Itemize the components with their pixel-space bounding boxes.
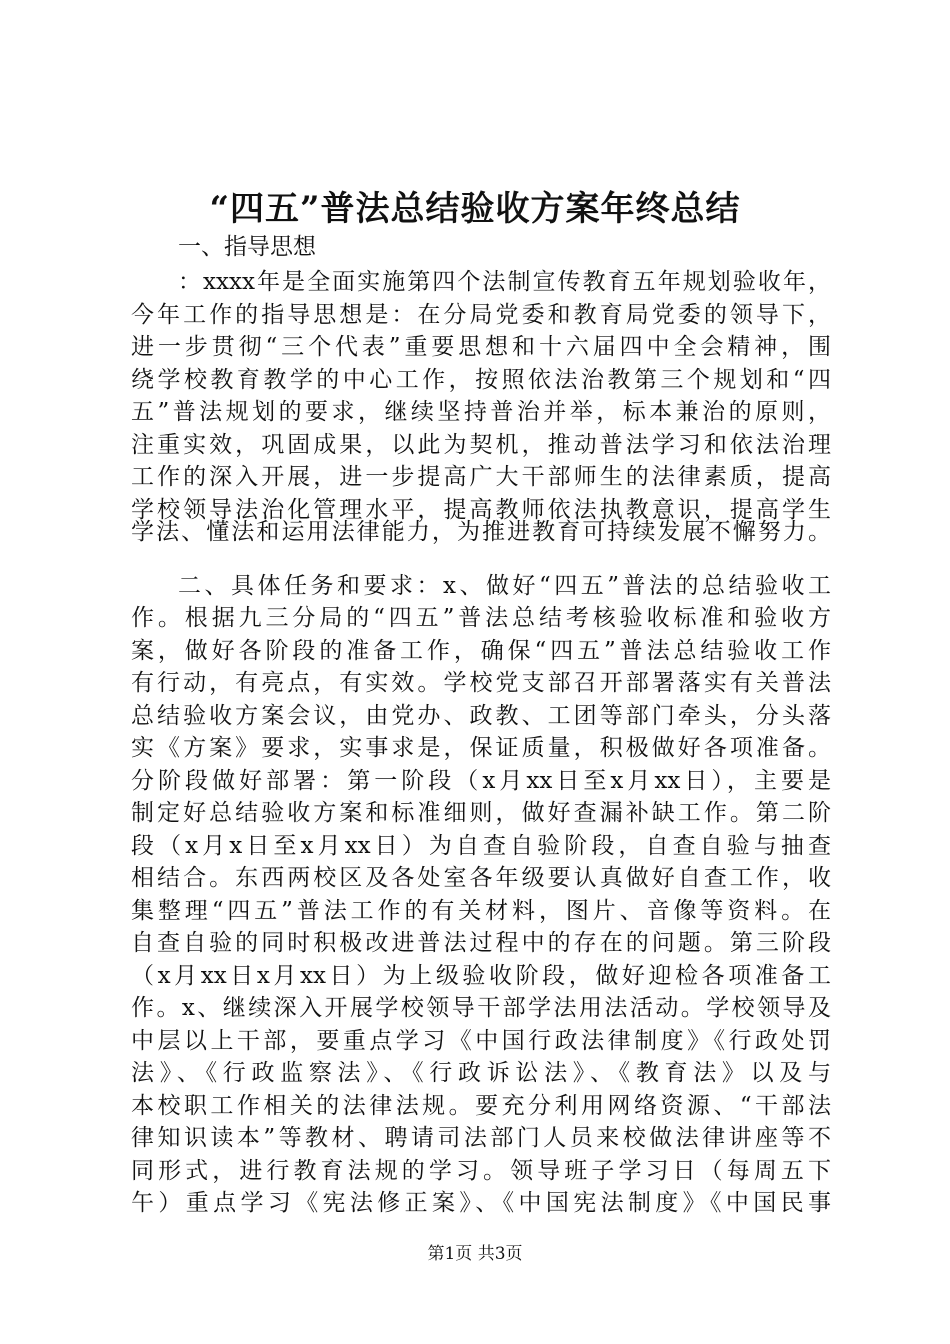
paragraph-line: 学法、懂法和运用法律能力，为推进教育可持续发展不懈努力。 (131, 519, 831, 545)
paragraph-line: 法》、《行政监察法》、《行政诉讼法》、《教育法》以及与 (131, 1060, 831, 1086)
paragraph-line: 段（x月x日至x月xx日）为自查自验阶段，自查自验与抽查 (131, 833, 831, 859)
paragraph-line: 相结合。东西两校区及各处室各年级要认真做好自查工作，收 (131, 865, 831, 891)
paragraph-line: 律知识读本”等教材、聘请司法部门人员来校做法律讲座等不 (131, 1125, 831, 1151)
paragraph-line: 有行动，有亮点，有实效。学校党支部召开部署落实有关普法 (131, 670, 831, 696)
paragraph-line: 制定好总结验收方案和标准细则，做好查漏补缺工作。第二阶 (131, 800, 831, 826)
paragraph-line: ：xxxx年是全面实施第四个法制宣传教育五年规划验收年， (178, 269, 831, 295)
paragraph-line: 同形式，进行教育法规的学习。领导班子学习日（每周五下 (131, 1158, 831, 1184)
paragraph-line: 集整理“四五”普法工作的有关材料，图片、音像等资料。在 (131, 898, 831, 924)
paragraph-line: 分阶段做好部署：第一阶段（x月xx日至x月xx日），主要是 (131, 768, 831, 794)
paragraph-line: （x月xx日x月xx日）为上级验收阶段，做好迎检各项准备工 (131, 963, 831, 989)
paragraph-line: 总结验收方案会议，由党办、政教、工团等部门牵头，分头落 (131, 703, 831, 729)
paragraph-line: 作。x、继续深入开展学校领导干部学法用法活动。学校领导及 (131, 995, 831, 1021)
paragraph-line: 自查自验的同时积极改进普法过程中的存在的问题。第三阶段 (131, 930, 831, 956)
paragraph-line: 学校领导法治化管理水平，提高教师依法执教意识，提高学生 (131, 497, 831, 523)
paragraph-line: 案，做好各阶段的准备工作，确保“四五”普法总结验收工作 (131, 638, 831, 664)
paragraph-line: 绕学校教育教学的中心工作，按照依法治教第三个规划和“四 (131, 367, 831, 393)
paragraph-line: 二、具体任务和要求：x、做好“四五”普法的总结验收工 (178, 573, 831, 599)
paragraph-line: 中层以上干部，要重点学习《中国行政法律制度》《行政处罚 (131, 1028, 831, 1054)
paragraph-line: 今年工作的指导思想是：在分局党委和教育局党委的领导下， (131, 302, 831, 328)
paragraph-line: 五”普法规划的要求，继续坚持普治并举，标本兼治的原则， (131, 399, 831, 425)
page-footer: 第1页 共3页 (427, 1244, 523, 1264)
paragraph-line: 午）重点学习《宪法修正案》、《中国宪法制度》《中国民事 (131, 1190, 831, 1216)
section-heading: 一、指导思想 (178, 234, 316, 260)
paragraph-line: 本校职工作相关的法律法规。要充分利用网络资源、“干部法 (131, 1093, 831, 1119)
paragraph-line: 注重实效，巩固成果，以此为契机，推动普法学习和依法治理 (131, 432, 831, 458)
paragraph-line: 作。根据九三分局的“四五”普法总结考核验收标准和验收方 (131, 605, 831, 631)
document-title: “四五”普法总结验收方案年终总结 (209, 189, 741, 229)
paragraph-line: 进一步贯彻“三个代表”重要思想和十六届四中全会精神，围 (131, 334, 831, 360)
paragraph-line: 工作的深入开展，进一步提高广大干部师生的法律素质，提高 (131, 464, 831, 490)
paragraph-line: 实《方案》要求，实事求是，保证质量，积极做好各项准备。 (131, 735, 831, 761)
